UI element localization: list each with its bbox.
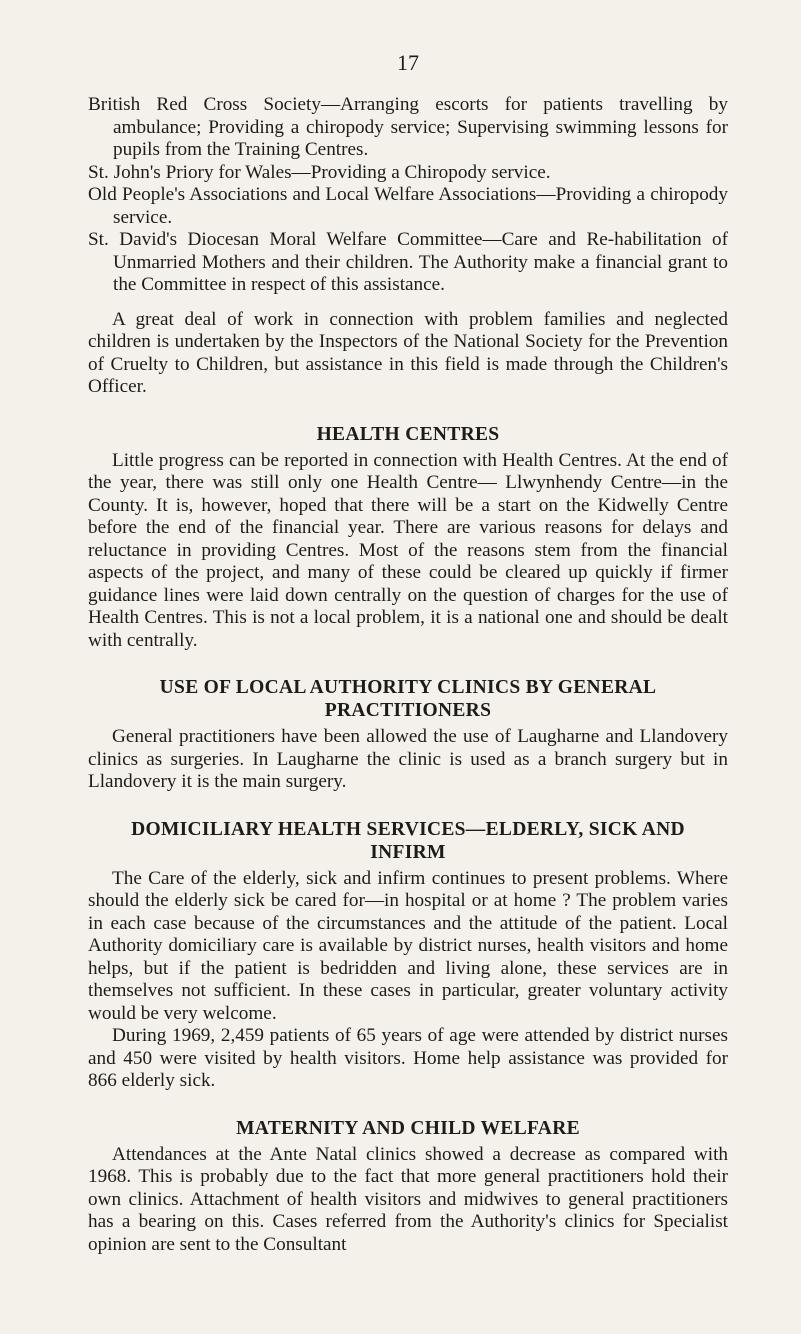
page-number: 17 — [397, 50, 419, 75]
section-heading: DOMICILIARY HEALTH SERVICES—ELDERLY, SICK AND INFIRM — [131, 818, 685, 863]
body-paragraph: General practitioners have been allowed the use of Laugharne and Llandovery clinics as surgeries. In Laugharne the clinic is used as a branch surgery but in Llandovery it is the main surgery. — [88, 726, 728, 792]
list-item: British Red Cross Society—Arranging escorts for patients travelling by ambulance; Providing a chiropody service; Supervising swimming lessons for pupils from the Training Centres. — [88, 94, 728, 160]
clinics-section — [88, 676, 728, 794]
health-centres-section — [88, 423, 728, 653]
section-heading: MATERNITY AND CHILD WELFARE — [236, 1117, 580, 1139]
organisation-list — [88, 94, 728, 297]
list-item: St. John's Priory for Wales—Providing a Chiropody service. — [88, 161, 551, 183]
domiciliary-section — [88, 818, 728, 1093]
list-item: Old People's Associations and Local Welfare Associations—Providing a chiropody service. — [88, 184, 728, 228]
section-heading: HEALTH CENTRES — [316, 423, 500, 445]
body-paragraph: Attendances at the Ante Natal clinics showed a decrease as compared with 1968. This is probably due to the fact that more general practitioners hold their own clinics. Attachment of health visitors and midwives to general practitioners has a bearing on this. Cases referred from the Authority's clinics for Specialist opinion are sent to the Consultant — [88, 1143, 728, 1255]
document-page — [88, 0, 728, 1256]
list-item: St. David's Diocesan Moral Welfare Committee—Care and Re-habilitation of Unmarried Mothers and their children. The Authority make a financial grant to the Committee in respect of this assistance. — [88, 229, 728, 295]
body-paragraph: Little progress can be reported in connection with Health Centres. At the end of the year, there was still only one Health Centre— Llwynhendy Centre—in the County. It is, however, hoped that there will be a start on the Kidwelly Centre before the end of the financial year. There are various reasons for delays and reluctance in providing Centres. Most of the reasons stem from the financial aspects of the project, and many of these could be cleared up quickly if firmer guidance lines were laid down centrally on the question of charges for the use of Health Centres. This is not a local problem, it is a national one and should be dealt with centrally. — [88, 449, 728, 651]
body-paragraph: The Care of the elderly, sick and infirm continues to present problems. Where should the elderly sick be cared for—in hospital or at home ? The problem varies in each case because of the circumstances and the attitude of the patient. Local Authority domiciliary care is available by district nurses, health visitors and home helps, but if the patient is bedridden and living alone, these services are in themselves not sufficient. In these cases in particular, greater voluntary activity would be very welcome. — [88, 867, 728, 1024]
intro-paragraph: A great deal of work in connection with problem families and neglected children is undertaken by the Inspectors of the National Society for the Prevention of Cruelty to Children, but assistance in this field is made through the Children's Officer. — [88, 308, 728, 397]
body-paragraph: During 1969, 2,459 patients of 65 years of age were attended by district nurses and 450 were visited by health visitors. Home help assistance was provided for 866 elderly sick. — [88, 1025, 728, 1091]
maternity-section — [88, 1117, 728, 1257]
section-heading: USE OF LOCAL AUTHORITY CLINICS BY GENERAL PRACTITIONERS — [159, 677, 657, 721]
